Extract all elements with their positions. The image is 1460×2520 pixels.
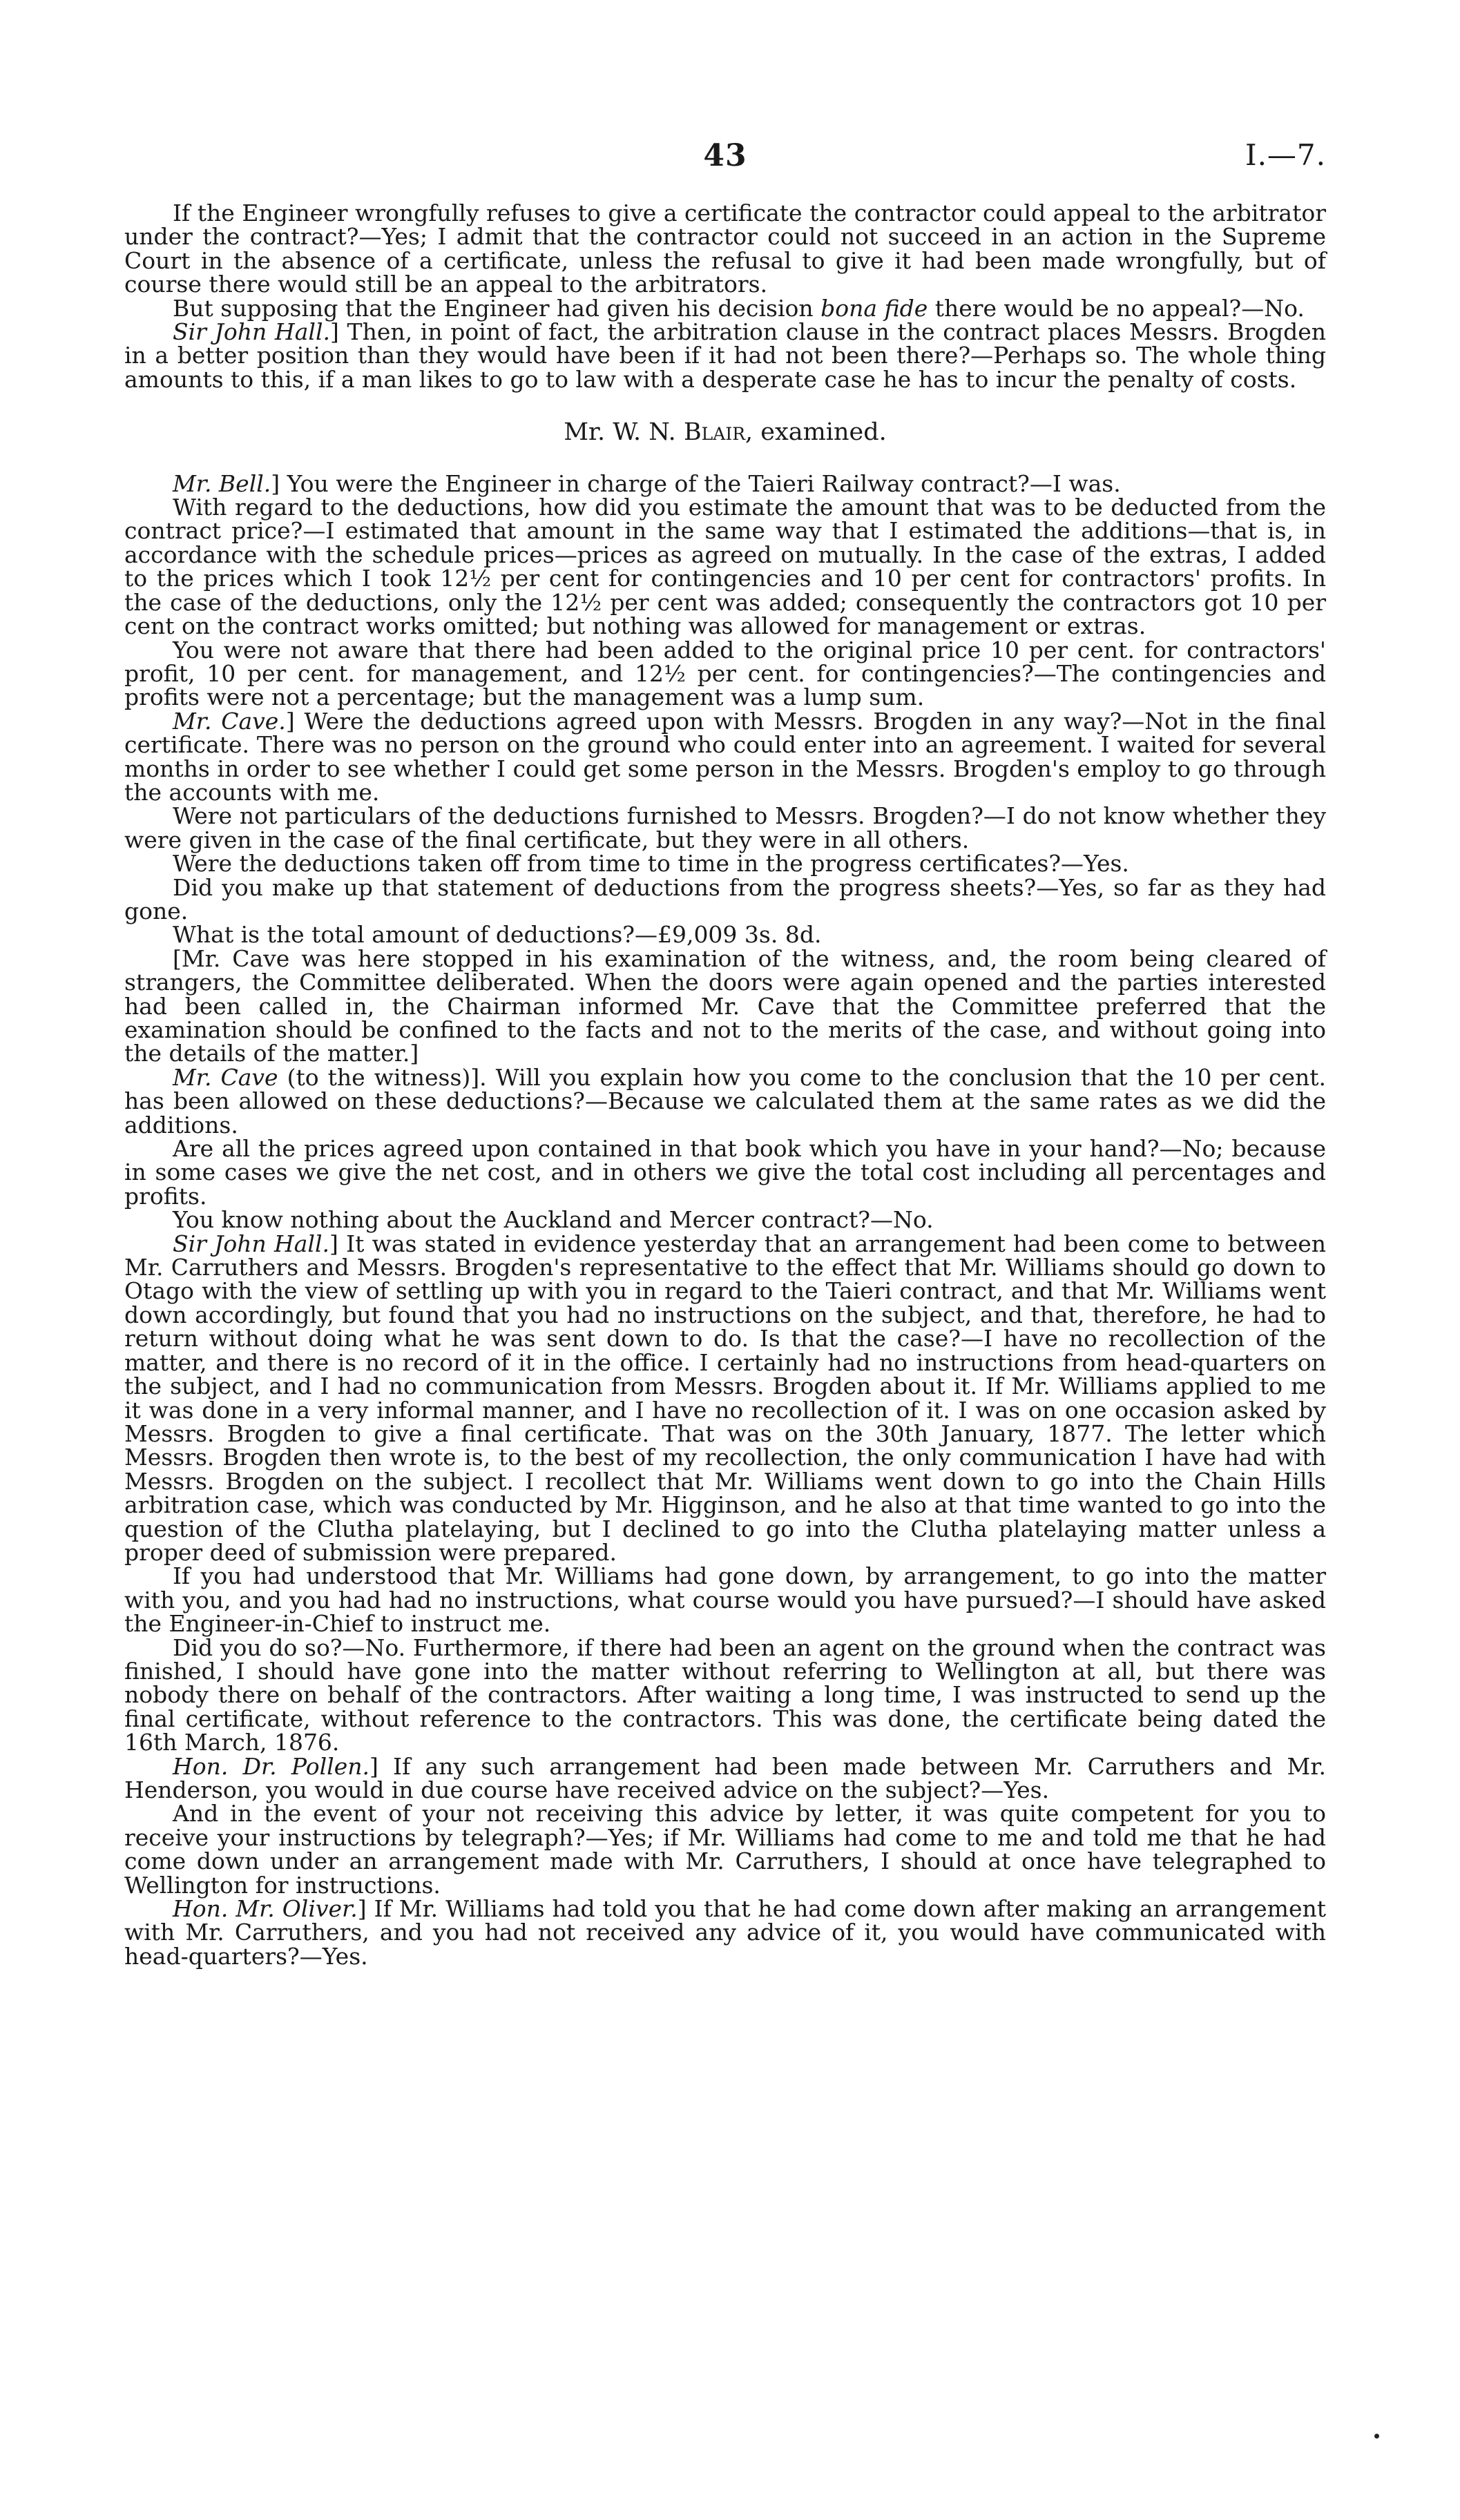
paragraph: Sir John Hall.] Then, in point of fact, the arbitration clause in the contract places Messrs. Brogden in a better position than they would have been if it had not been there?—Perhaps so. The whole thing amounts to this, if a man likes to go to law with a desperate case he has to incur the penalty of costs. <box>124 318 1326 393</box>
witness-heading: Mr. W. N. Blair, examined. <box>564 418 887 447</box>
paragraph: You were not aware that there had been added to the original price 10 per cent. for contractors' profit, 10 per cent. for management, and 12½ per cent. for contingencies?—The contingencies and profits were not a percentage; but the management was a lump sum. <box>124 636 1326 711</box>
speaker-name: Mr. Cave. <box>173 707 286 735</box>
print-mark-dot <box>1374 2434 1379 2439</box>
paragraph: What is the total amount of deductions?—£9,009 3s. 8d. <box>173 921 822 949</box>
paragraph: Sir John Hall.] It was stated in evidence yesterday that an arrangement had been come to between Mr. Carruthers and Messrs. Brogden's representative to the effect that Mr. Williams should go down to Otago with the view of settling up with you in regard to the Taieri contract, and that Mr. Williams went down accordingly, but found that you had no instructions on the subject, and that, therefore, he had to return without doing what he was sent down to do. Is that the case?—I have no recollection of the matter, and there is no record of it in the office. I certainly had no instructions from head-quarters on the subject, and I had no communication from Messrs. Brogden about it. If Mr. Williams applied to me it was done in a very informal manner, and I have no recollection of it. I was on one occasion asked by Messrs. Brogden to give a final certificate. That was on the 30th January, 1877. The letter which Messrs. Brogden then wrote is, to the best of my recollection, the only communication I have had with Messrs. Brogden on the subject. I recollect that Mr. Williams went down to go into the Chain Hills arbitration case, which was conducted by Mr. Higginson, and he also at that time wanted to go into the question of the Clutha platelaying, but I declined to go into the Clutha platelaying matter unless a proper deed of submission were prepared. <box>124 1230 1326 1566</box>
paragraph: Did you do so?—No. Furthermore, if there had been an agent on the ground when the contract was finished, I should have gone into the matter without referring to Wellington at all, but there was nobody there on behalf of the contractors. After waiting a long time, I was instructed to send up the final certificate, without reference to the contractors. This was done, the certificate being dated the 16th March, 1876. <box>124 1634 1326 1756</box>
speaker-name: Mr. Cave <box>173 1063 278 1091</box>
speaker-name: Sir John Hall. <box>173 1230 329 1257</box>
paragraph: Mr. Bell.] You were the Engineer in charge of the Taieri Railway contract?—I was. <box>173 469 1121 497</box>
paragraph: Did you make up that statement of deductions from the progress sheets?—Yes, so far as they had gone. <box>124 873 1326 924</box>
speaker-name: Hon. Mr. Oliver. <box>173 1895 358 1923</box>
paragraph: Are all the prices agreed upon contained in that book which you have in your hand?—No; because in some cases we give the net cost, and in others we give the total cost including all percentages and profits. <box>124 1135 1326 1210</box>
witness-surname: Blair <box>683 418 746 447</box>
paragraph: Mr. Cave.] Were the deductions agreed upon with Messrs. Brogden in any way?—Not in the final certificate. There was no person on the ground who could enter into an agreement. I waited for several months in order to see whether I could get some person in the Messrs. Brogden's employ to go through the accounts with me. <box>124 707 1326 806</box>
document-reference: I.—7. <box>1245 138 1326 172</box>
page-number: 43 <box>703 138 747 173</box>
paragraph: If the Engineer wrongfully refuses to give a certificate the contractor could appeal to the arbitrator under the contract?—Yes; I admit that the contractor could not succeed in an action in the Supreme Court in the absence of a certificate, unless the refusal to give it had been made wrongfully, but of course there would still be an appeal to the arbitrators. <box>124 200 1326 298</box>
page-header <box>124 138 1326 180</box>
paragraph: Were not particulars of the deductions furnished to Messrs. Brogden?—I do not know whether they were given in the case of the final certificate, but they were in all others. <box>124 802 1326 853</box>
paragraph: [Mr. Cave was here stopped in his examination of the witness, and, the room being cleared of strangers, the Committee deliberated. When the doors were again opened and the parties interested had been called in, the Chairman informed Mr. Cave that the Committee preferred that the examination should be confined to the facts and not to the merits of the case, and without going into the details of the matter.] <box>124 944 1326 1067</box>
paragraph: You know nothing about the Auckland and Mercer contract?—No. <box>173 1206 934 1234</box>
paragraph: Hon. Dr. Pollen.] If any such arrangement had been made between Mr. Carruthers and Mr. Henderson, you would in due course have received advice on the subject?—Yes. <box>124 1752 1326 1803</box>
paragraph: Hon. Mr. Oliver.] If Mr. Williams had told you that he had come down after making an arrangement with Mr. Carruthers, and you had not received any advice of it, you would have communicated with head-quarters?—Yes. <box>124 1895 1326 1970</box>
speaker-name: Hon. Dr. Pollen. <box>173 1752 369 1780</box>
speaker-name: Sir John Hall. <box>173 318 330 346</box>
paragraph: But supposing that the Engineer had given his decision bona fide there would be no appeal?—No. <box>173 294 1305 322</box>
document-body <box>124 202 1326 1968</box>
paragraph: Mr. Cave (to the witness)]. Will you explain how you come to the conclusion that the 10 per cent. has been allowed on these deductions?—Because we calculated them at the same rates as we did the additions. <box>124 1063 1326 1138</box>
paragraph: And in the event of your not receiving this advice by letter, it was quite competent for you to receive your instructions by telegraph?—Yes; if Mr. Williams had come to me and told me that he had come down under an arrangement made with Mr. Carruthers, I should at once have telegraphed to Wellington for instructions. <box>124 1800 1326 1899</box>
speaker-name: Mr. Bell. <box>173 469 271 497</box>
latin-phrase: bona fide <box>820 294 928 322</box>
paragraph: Were the deductions taken off from time to time in the progress certificates?—Yes. <box>173 850 1129 878</box>
paragraph: With regard to the deductions, how did you estimate the amount that was to be deducted from the contract price?—I estimated that amount in the same way that I estimated the additions—that is, in accordance with the schedule prices—prices as agreed on mutually. In the case of the extras, I added to the prices which I took 12½ per cent for contingencies and 10 per cent for contractors' profits. In the case of the deductions, only the 12½ per cent was added; consequently the contractors got 10 per cent on the contract works omitted; but nothing was allowed for management or extras. <box>124 494 1326 640</box>
paragraph: If you had understood that Mr. Williams had gone down, by arrangement, to go into the matter with you, and you had had no instructions, what course would you have pursued?—I should have asked the Engineer-in-Chief to instruct me. <box>124 1562 1326 1638</box>
